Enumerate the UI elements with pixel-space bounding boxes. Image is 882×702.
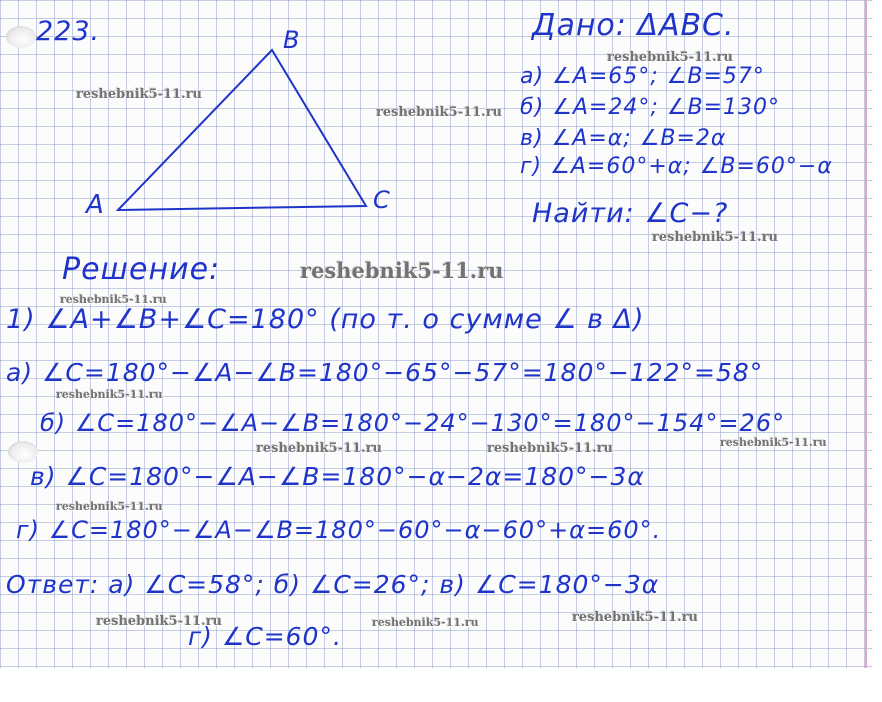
solution-line-1: 1) ∠A+∠B+∠C=180° (по т. о сумме ∠ в Δ) bbox=[6, 304, 645, 335]
watermark: reshebnik5-11.ru bbox=[652, 230, 779, 245]
given-item-b: б) ∠A=24°; ∠B=130° bbox=[520, 95, 780, 120]
watermark: reshebnik5-11.ru bbox=[300, 258, 504, 283]
solution-line-g: г) ∠C=180°−∠A−∠B=180°−60°−α−60°+α=60°. bbox=[16, 516, 662, 544]
watermark: reshebnik5-11.ru bbox=[372, 616, 479, 629]
answer-line-1: Ответ: а) ∠C=58°; б) ∠C=26°; в) ∠C=180°−3α bbox=[6, 570, 660, 599]
solution-header: Решение: bbox=[62, 252, 221, 287]
given-header: Дано: ΔABC. bbox=[532, 8, 735, 43]
watermark: reshebnik5-11.ru bbox=[487, 441, 614, 456]
answer-line-2: г) ∠C=60°. bbox=[188, 622, 342, 651]
watermark: reshebnik5-11.ru bbox=[96, 614, 223, 629]
given-item-a: а) ∠A=65°; ∠B=57° bbox=[520, 64, 765, 89]
vertex-b-label: B bbox=[283, 26, 301, 54]
vertex-c-label: C bbox=[373, 186, 391, 214]
find-statement: Найти: ∠C−? bbox=[532, 198, 729, 229]
watermark: reshebnik5-11.ru bbox=[76, 87, 203, 102]
watermark: reshebnik5-11.ru bbox=[256, 441, 383, 456]
vertex-a-label: A bbox=[86, 190, 105, 220]
given-item-v: в) ∠A=α; ∠B=2α bbox=[520, 126, 727, 151]
solution-line-b: б) ∠C=180°−∠A−∠B=180°−24°−130°=180°−154°=26° bbox=[40, 409, 786, 437]
solution-line-a: а) ∠C=180°−∠A−∠B=180°−65°−57°=180°−122°=58° bbox=[6, 358, 764, 387]
watermark: reshebnik5-11.ru bbox=[60, 293, 167, 306]
watermark: reshebnik5-11.ru bbox=[376, 105, 503, 120]
watermark: reshebnik5-11.ru bbox=[56, 500, 163, 513]
solution-line-v: в) ∠C=180°−∠A−∠B=180°−α−2α=180°−3α bbox=[30, 462, 645, 491]
problem-number: 223. bbox=[36, 16, 101, 47]
watermark: reshebnik5-11.ru bbox=[607, 50, 734, 65]
watermark: reshebnik5-11.ru bbox=[720, 436, 827, 449]
watermark: reshebnik5-11.ru bbox=[572, 610, 699, 625]
triangle-abc bbox=[118, 50, 366, 210]
given-item-g: г) ∠A=60°+α; ∠B=60°−α bbox=[520, 154, 833, 179]
watermark: reshebnik5-11.ru bbox=[56, 388, 163, 401]
